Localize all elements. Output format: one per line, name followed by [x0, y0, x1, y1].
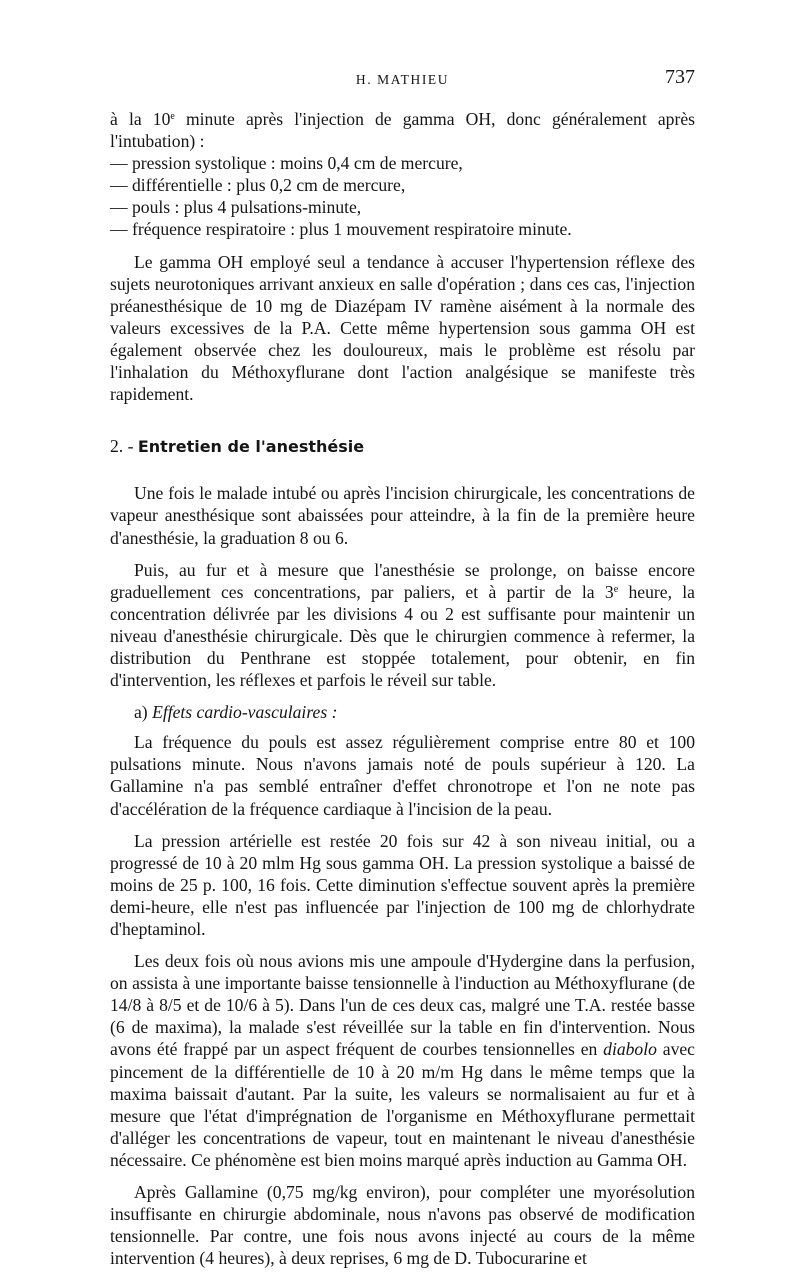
paragraph-superscript: e: [613, 583, 619, 595]
paragraph-text-end: heure, la concentration délivrée par les divisions 4 ou 2 est suffisante pour maintenir un niveau d'anesthésie chirurgicale. Dès que le chirurgien commence à refermer, la distribution du Penthrane est stoppée totalement, pour obtenir, en fin d'intervention, les réflexes et parfois le réveil sur table.: [110, 581, 695, 691]
intro-text-end: minute après l'injection de gamma OH, donc généralement après l'intubation) :: [110, 109, 695, 152]
page-number: 737: [665, 66, 695, 88]
list-item: — pression systolique : moins 0,4 cm de mercure,: [110, 152, 695, 174]
paragraph: [110, 950, 695, 1171]
paragraph: Le gamma OH employé seul a tendance à accuser l'hypertension réflexe des sujets neurotoniques arrivant anxieux en salle d'opération ; dans ces cas, l'injection préanesthésique de 10 mg de Diazépam IV ramène aisément à la normale des valeurs excessives de la P.A. Cette même hypertension sous gamma OH est également observée chez les douloureux, mais le problème est résolu par l'inhalation du Méthoxyflurane dont l'action analgésique se manifeste très rapidement.: [110, 251, 695, 405]
paragraph-text-end: avec pincement de la différentielle de 10 à 20 m/m Hg dans le même temps que la maxima baissait d'autant. Par la suite, les valeurs se normalisaient au fur et à mesure que l'état d'imprégnation de l'organisme en Méthoxyflurane permettait d'alléger les concentrations de vapeur, tout en maintenant le niveau d'anesthésie nécessaire. Ce phénomène est bien moins marqué après induction au Gamma OH.: [110, 1039, 695, 1170]
page-header: [110, 66, 695, 90]
paragraph: [110, 559, 695, 692]
intro-superscript: e: [170, 111, 175, 122]
paragraph: La pression artérielle est restée 20 fois sur 42 à son niveau initial, ou a progressé de 10 à 20 mlm Hg sous gamma OH. La pression systolique a baissé de moins de 25 p. 100, 16 fois. Cette diminution s'effectue souvent après la première demi-heure, elle n'est pas influencée par l'injection de 100 mg de chlorhydrate d'heptaminol.: [110, 830, 695, 939]
paragraph-text-start: Puis, au fur et à mesure que l'anesthésie se prolonge, on baisse encore graduellement ces concentrations, par paliers, et à partir de la 3: [110, 559, 695, 602]
paragraph-text-start: Les deux fois où nous avions mis une ampoule d'Hydergine dans la perfusion, on assista à une importante baisse tensionnelle à l'induction au Méthoxyflurane (de 14/8 à 8/5 et de 10/6 à 5). Dans l'un de ces deux cas, malgré une T.A. restée basse (6 de maxima), la malade s'est réveillée sur la table en fin d'intervention. Nous avons été frappé par un aspect fréquent de courbes tensionnelles en: [110, 951, 695, 1060]
section-heading: [110, 435, 695, 458]
paragraph: Après Gallamine (0,75 mg/kg environ), pour compléter une myorésolution insuffisante en chirurgie abdominale, nous n'avons pas observé de modification tensionnelle. Par contre, une fois nous avons injecté au cours de la même intervention (4 heures), à deux reprises, 6 mg de D. Tubocurarine et: [110, 1182, 695, 1269]
measurement-list: [110, 152, 695, 240]
section-number: 2. -: [110, 436, 134, 457]
list-item: — différentielle : plus 0,2 cm de mercure,: [110, 174, 695, 196]
subsection-heading: [110, 701, 695, 723]
emphasis-text: diabolo: [603, 1039, 657, 1060]
page-body: [110, 108, 695, 1269]
paragraph: La fréquence du pouls est assez régulièrement comprise entre 80 et 100 pulsations minute. Nous n'avons jamais noté de pouls supérieur à 120. La Gallamine n'a pas semblé entraîner d'effet chronotrope et l'on ne note pas d'accélération de la fréquence cardiaque à l'incision de la peau.: [110, 732, 695, 819]
running-head: H. MATHIEU: [355, 72, 450, 87]
list-item: — fréquence respiratoire : plus 1 mouvement respiratoire minute.: [110, 218, 695, 240]
intro-text-start: à la 10: [110, 109, 171, 129]
list-item: — pouls : plus 4 pulsations-minute,: [110, 196, 695, 218]
section-title: Entretien de l'anesthésie: [137, 437, 365, 457]
subsection-label: a): [134, 702, 148, 723]
intro-paragraph: [110, 108, 695, 152]
subsection-title: Effets cardio-vasculaires :: [152, 702, 338, 723]
paragraph: Une fois le malade intubé ou après l'incision chirurgicale, les concentrations de vapeur anesthésique sont abaissées pour atteindre, à la fin de la première heure d'anesthésie, la graduation 8 ou 6.: [110, 483, 695, 548]
